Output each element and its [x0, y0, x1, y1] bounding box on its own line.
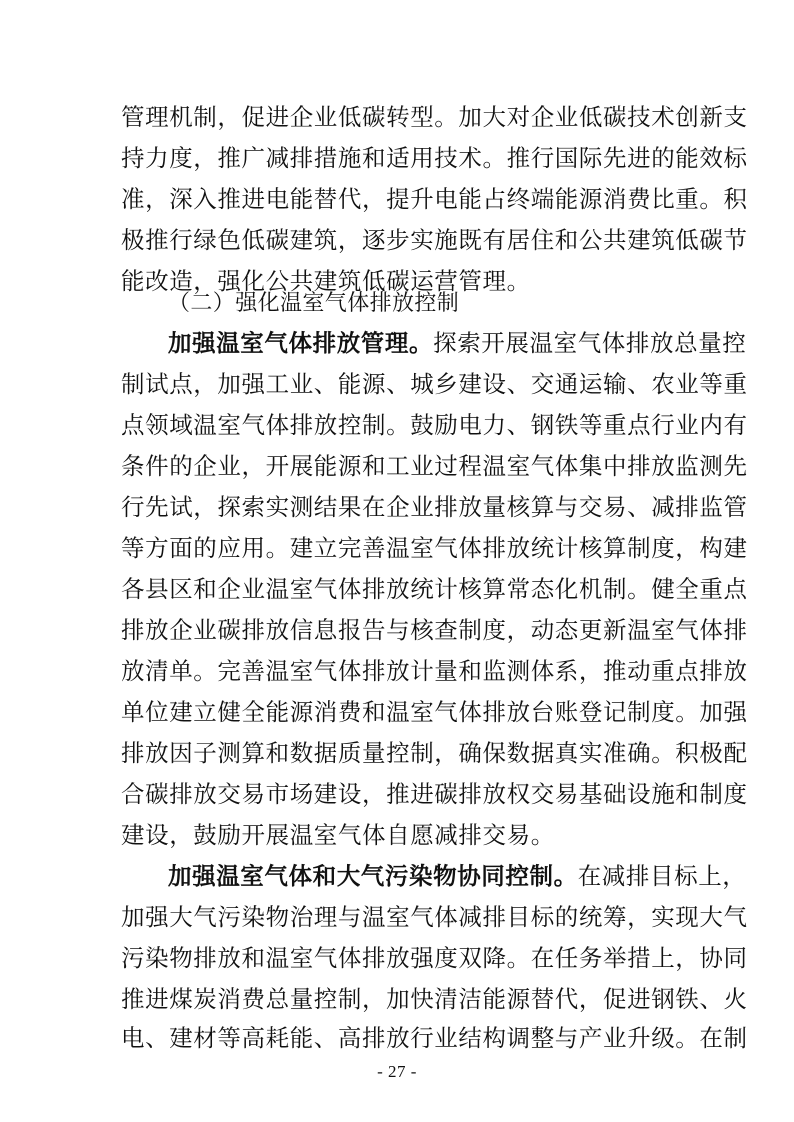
paragraph-lead: 加强温室气体和大气污染物协同控制。	[168, 862, 578, 890]
paragraph-line: 推进煤炭消费总量控制，加快清洁能源替代，促进钢铁、火	[121, 985, 748, 1013]
paragraph-text: 探索开展温室气体排放总量控	[433, 329, 747, 357]
paragraph-first-line	[168, 326, 747, 360]
paragraph-line: 准，深入推进电能替代，提升电能占终端能源消费比重。积	[121, 185, 748, 213]
paragraph-line: 制试点，加强工业、能源、城乡建设、交通运输、农业等重	[121, 370, 748, 398]
paragraph-line: 建设，鼓励开展温室气体自愿减排交易。	[121, 821, 555, 849]
paragraph-line: 合碳排放交易市场建设，推进碳排放权交易基础设施和制度	[121, 780, 748, 808]
paragraph-line: 各县区和企业温室气体排放统计核算常态化机制。健全重点	[121, 575, 748, 603]
paragraph-line: 行先试，探索实测结果在企业排放量核算与交易、减排监管	[121, 493, 748, 521]
section-heading: （二）强化温室气体排放控制	[168, 291, 460, 316]
paragraph-line: 单位建立健全能源消费和温室气体排放台账登记制度。加强	[121, 698, 748, 726]
paragraph-line: 管理机制，促进企业低碳转型。加大对企业低碳技术创新支	[121, 103, 748, 131]
paragraph-line: 加强大气污染物治理与温室气体减排目标的统筹，实现大气	[121, 903, 748, 931]
paragraph-line: 条件的企业，开展能源和工业过程温室气体集中排放监测先	[121, 452, 748, 480]
paragraph-first-line	[168, 859, 747, 893]
paragraph-line: 能改造，强化公共建筑低碳运营管理。	[121, 267, 531, 295]
paragraph-line: 排放企业碳排放信息报告与核查制度，动态更新温室气体排	[121, 616, 748, 644]
paragraph-lead: 加强温室气体排放管理。	[168, 329, 434, 357]
paragraph-line: 电、建材等高耗能、高排放行业结构调整与产业升级。在制	[121, 1024, 748, 1052]
paragraph-line: 污染物排放和温室气体排放强度双降。在任务举措上，协同	[121, 944, 748, 972]
paragraph-line: 点领域温室气体排放控制。鼓励电力、钢铁等重点行业内有	[121, 411, 748, 439]
paragraph-text: 在减排目标上，	[577, 862, 747, 890]
paragraph-line: 极推行绿色低碳建筑，逐步实施既有居住和公共建筑低碳节	[121, 226, 748, 254]
page-number: - 27 -	[377, 1062, 417, 1081]
paragraph-line: 放清单。完善温室气体排放计量和监测体系，推动重点排放	[121, 657, 748, 685]
paragraph-line: 持力度，推广减排措施和适用技术。推行国际先进的能效标	[121, 144, 748, 172]
paragraph-line: 排放因子测算和数据质量控制，确保数据真实准确。积极配	[121, 739, 748, 767]
paragraph-line: 等方面的应用。建立完善温室气体排放统计核算制度，构建	[121, 534, 748, 562]
